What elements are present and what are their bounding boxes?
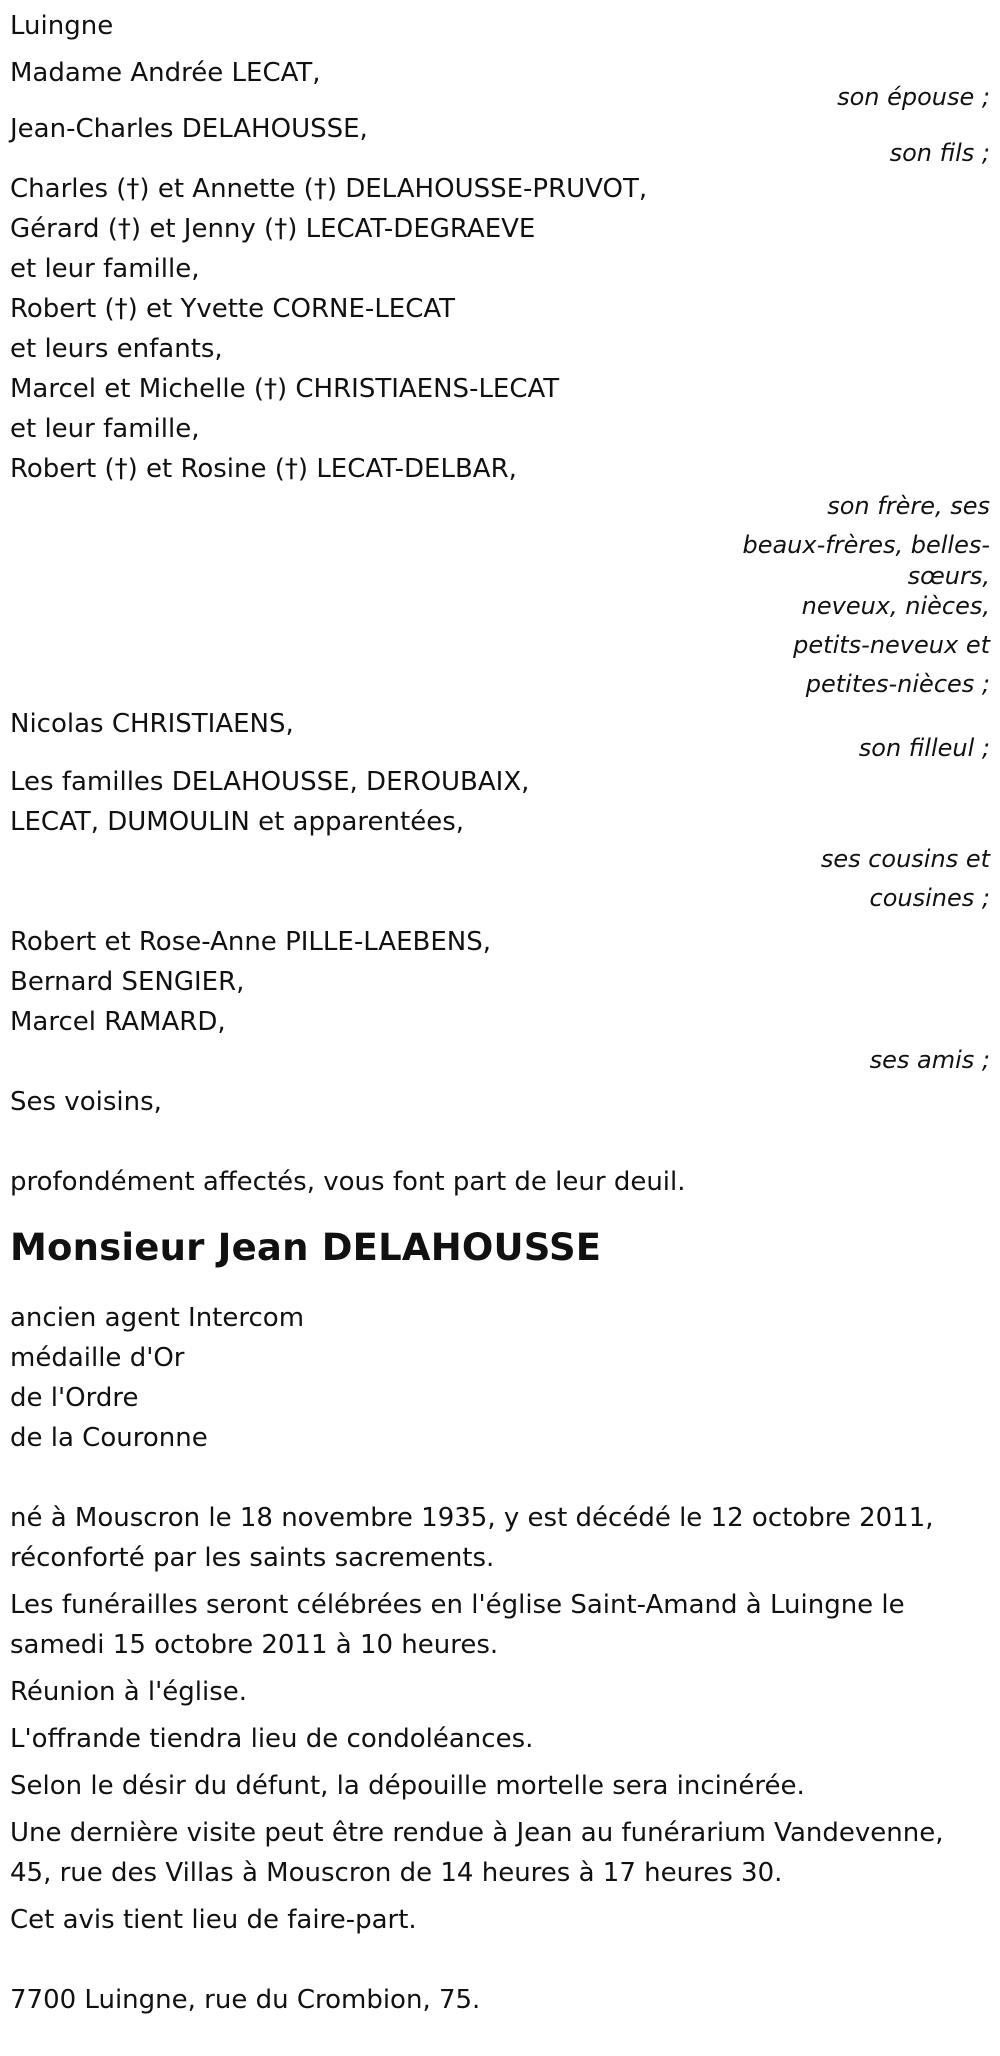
cousins-entry: [10, 762, 990, 918]
siblings-role: [10, 487, 990, 704]
deceased-title-line: de la Couronne: [10, 1423, 208, 1453]
obituary-notice: [10, 6, 990, 2020]
deceased-titles: [10, 1298, 990, 1458]
friends-line: Robert et Rose-Anne PILLE-LAEBENS,: [10, 927, 491, 957]
cousins-role-line: ses cousins et: [820, 845, 990, 873]
siblings-line: et leur famille,: [10, 254, 200, 284]
detail-line: L'offrande tiendra lieu de condoléances.: [10, 1724, 534, 1754]
godson-role: son filleul ;: [858, 734, 990, 762]
friends-line: Bernard SENGIER,: [10, 967, 245, 997]
spouse-entry: [10, 53, 990, 117]
siblings-role-line: neveux, nièces,: [801, 592, 990, 620]
neighbours-line: Ses voisins,: [10, 1087, 162, 1117]
siblings-entry: [10, 169, 990, 704]
spouse-name: Madame Andrée LECAT,: [10, 58, 321, 88]
detail-line: né à Mouscron le 18 novembre 1935, y est décédé le 12 octobre 2011,: [10, 1503, 934, 1533]
cousins-role: [10, 840, 990, 918]
siblings-line: Gérard (†) et Jenny (†) LECAT-DEGRAEVE: [10, 214, 536, 244]
siblings-line: Charles (†) et Annette (†) DELAHOUSSE-PRUVOT,: [10, 174, 648, 204]
address: 7700 Luingne, rue du Crombion, 75.: [10, 1985, 481, 2015]
godson-entry: [10, 704, 990, 768]
detail-line: 45, rue des Villas à Mouscron de 14 heures à 17 heures 30.: [10, 1858, 783, 1888]
detail-line: Selon le désir du défunt, la dépouille mortelle sera incinérée.: [10, 1771, 805, 1801]
detail-line: Les funérailles seront célébrées en l'église Saint-Amand à Luingne le: [10, 1590, 905, 1620]
cousins-line: LECAT, DUMOULIN et apparentées,: [10, 807, 465, 837]
siblings-role-line: beaux-frères, belles-: [742, 531, 990, 559]
son-role: son fils ;: [889, 139, 990, 167]
funeral-details: [10, 1498, 990, 1940]
detail-line: réconforté par les saints sacrements.: [10, 1543, 495, 1573]
siblings-role-line: sœurs,: [907, 562, 990, 590]
deceased-name: Monsieur Jean DELAHOUSSE: [10, 1226, 602, 1269]
cousins-role-line: cousines ;: [869, 884, 990, 912]
siblings-line: Robert (†) et Rosine (†) LECAT-DELBAR,: [10, 454, 517, 484]
detail-line: Une dernière visite peut être rendue à Jean au funérarium Vandevenne,: [10, 1818, 944, 1848]
siblings-line: Marcel et Michelle (†) CHRISTIAENS-LECAT: [10, 374, 560, 404]
siblings-role-line: petites-nièces ;: [805, 670, 990, 698]
son-name: Jean-Charles DELAHOUSSE,: [10, 114, 368, 144]
siblings-line: et leurs enfants,: [10, 334, 223, 364]
godson-name: Nicolas CHRISTIAENS,: [10, 709, 294, 739]
spouse-role: son épouse ;: [837, 83, 990, 111]
detail-line: Cet avis tient lieu de faire-part.: [10, 1905, 417, 1935]
announcement: profondément affectés, vous font part de leur deuil.: [10, 1167, 686, 1197]
deceased-title-line: de l'Ordre: [10, 1383, 139, 1413]
siblings-line: Robert (†) et Yvette CORNE-LECAT: [10, 294, 456, 324]
place-name: Luingne: [10, 11, 114, 41]
siblings-role-line: petits-neveux et: [793, 631, 990, 659]
friends-role: ses amis ;: [869, 1046, 990, 1074]
cousins-line: Les familles DELAHOUSSE, DEROUBAIX,: [10, 767, 530, 797]
friends-line: Marcel RAMARD,: [10, 1007, 226, 1037]
siblings-role-line: son frère, ses: [827, 492, 990, 520]
friends-entry: [10, 922, 990, 1080]
son-entry: [10, 109, 990, 173]
detail-line: Réunion à l'église.: [10, 1677, 248, 1707]
deceased-title-line: médaille d'Or: [10, 1343, 185, 1373]
deceased-title-line: ancien agent Intercom: [10, 1303, 305, 1333]
detail-line: samedi 15 octobre 2011 à 10 heures.: [10, 1630, 499, 1660]
siblings-line: et leur famille,: [10, 414, 200, 444]
